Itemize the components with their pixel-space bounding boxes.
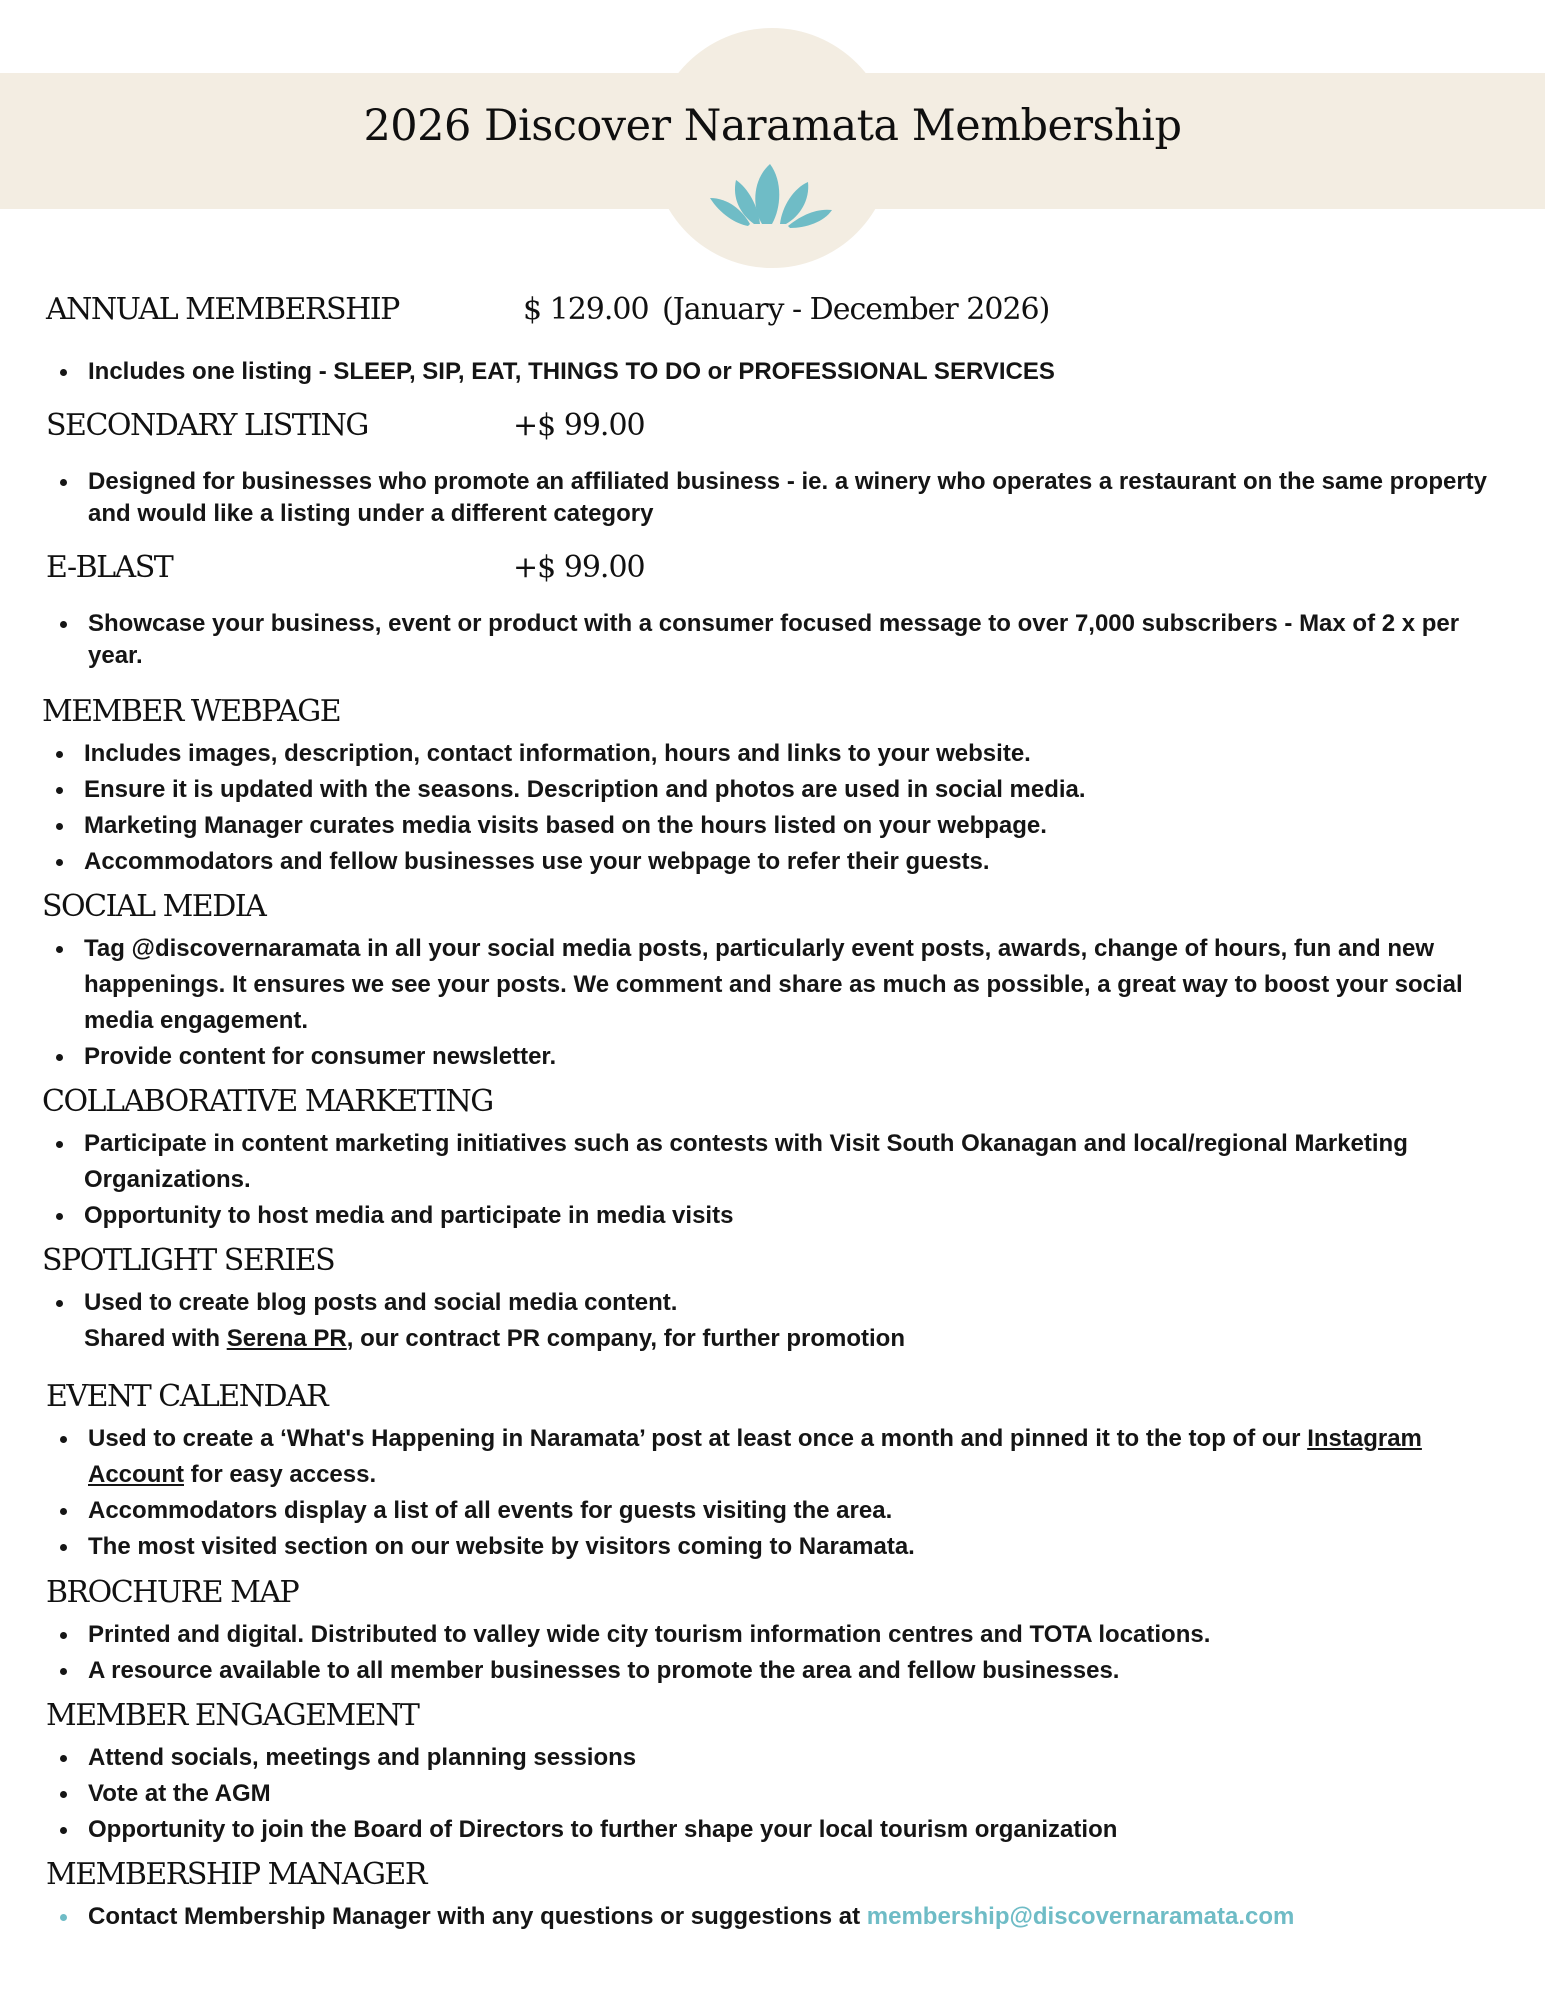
list-item: Ensure it is updated with the seasons. Description and photos are used in social media.: [42, 772, 1502, 808]
instagram-account-link[interactable]: Instagram Account: [88, 1425, 1422, 1488]
list-item: Includes images, description, contact information, hours and links to your website.: [42, 736, 1502, 772]
secondary-listing-list: [46, 466, 1506, 530]
naramata-leaf-logo-icon: [706, 158, 838, 238]
list-item: Opportunity to join the Board of Directors to further shape your local tourism organization: [46, 1812, 1506, 1848]
spotlight-series-list: [42, 1285, 1502, 1357]
annual-membership-heading: ANNUAL MEMBERSHIP: [46, 292, 399, 327]
list-item: Accommodators and fellow businesses use your webpage to refer their guests.: [42, 844, 1502, 880]
brochure-map-list: [46, 1617, 1516, 1689]
membership-manager-heading: MEMBERSHIP MANAGER: [46, 1857, 426, 1892]
brochure-map-heading: BROCHURE MAP: [46, 1575, 299, 1610]
spotlight-line-1: Used to create blog posts and social media content.: [84, 1289, 678, 1316]
eblast-heading: E-BLAST: [46, 550, 173, 585]
list-item: Showcase your business, event or product with a consumer focused message to over 7,000 subscribers - Max of 2 x per year.: [46, 608, 1486, 672]
list-item: Vote at the AGM: [46, 1776, 1506, 1812]
member-engagement-list: [46, 1740, 1506, 1848]
eblast-price: +$ 99.00: [513, 550, 645, 585]
serena-pr-link[interactable]: Serena PR: [226, 1325, 347, 1352]
membership-manager-list: [46, 1899, 1516, 1935]
list-item: Tag @discovernaramata in all your social media posts, particularly event posts, awards, change of hours, fun and new happenings. It ensures we see your posts. We comment and share as much as possible, a great way to boost your social media engagement.: [42, 931, 1502, 1039]
list-item: [46, 1899, 1516, 1935]
secondary-listing-heading: SECONDARY LISTING: [46, 408, 368, 443]
list-item: [42, 1285, 1502, 1357]
list-item: [46, 1421, 1466, 1493]
page-title: 2026 Discover Naramata Membership: [363, 101, 1182, 151]
eblast-list: [46, 608, 1486, 672]
event-calendar-item-1-text: Used to create a ‘What's Happening in Naramata’ post at least once a month and pinned it to the top of our: [88, 1425, 1308, 1452]
event-calendar-list: [46, 1421, 1466, 1565]
social-media-heading: SOCIAL MEDIA: [42, 889, 266, 924]
collaborative-marketing-list: [42, 1126, 1422, 1234]
list-item: Opportunity to host media and participate in media visits: [42, 1198, 1422, 1234]
member-webpage-list: [42, 736, 1502, 880]
member-webpage-heading: MEMBER WEBPAGE: [42, 694, 341, 729]
list-item: Accommodators display a list of all events for guests visiting the area.: [46, 1493, 1466, 1529]
list-item: Includes one listing - SLEEP, SIP, EAT, THINGS TO DO or PROFESSIONAL SERVICES: [46, 354, 1506, 390]
membership-email-link[interactable]: membership@discovernaramata.com: [866, 1903, 1295, 1930]
social-media-list: [42, 931, 1502, 1075]
annual-membership-period: (January - December 2026): [662, 292, 1050, 327]
member-engagement-heading: MEMBER ENGAGEMENT: [46, 1698, 419, 1733]
list-item: A resource available to all member businesses to promote the area and fellow businesses.: [46, 1653, 1516, 1689]
spotlight-series-heading: SPOTLIGHT SERIES: [42, 1243, 335, 1278]
event-calendar-heading: EVENT CALENDAR: [46, 1379, 328, 1414]
membership-manager-text: Contact Membership Manager with any questions or suggestions at: [88, 1903, 867, 1930]
list-item: Provide content for consumer newsletter.: [42, 1039, 1502, 1075]
secondary-listing-price: +$ 99.00: [513, 408, 645, 443]
list-item: Attend socials, meetings and planning sessions: [46, 1740, 1506, 1776]
list-item: Marketing Manager curates media visits based on the hours listed on your webpage.: [42, 808, 1502, 844]
list-item: Participate in content marketing initiatives such as contests with Visit South Okanagan and local/regional Marketing Organizations.: [42, 1126, 1422, 1198]
list-item: The most visited section on our website by visitors coming to Naramata.: [46, 1529, 1466, 1565]
list-item: Printed and digital. Distributed to valley wide city tourism information centres and TOTA locations.: [46, 1617, 1516, 1653]
spotlight-line-2-prefix: Shared with: [84, 1325, 227, 1352]
collaborative-marketing-heading: COLLABORATIVE MARKETING: [42, 1084, 493, 1119]
list-item: Designed for businesses who promote an affiliated business - ie. a winery who operates a restaurant on the same property and would like a listing under a different category: [46, 466, 1506, 530]
event-calendar-item-1-suffix: for easy access.: [184, 1461, 377, 1488]
annual-membership-price: $ 129.00: [523, 292, 649, 327]
annual-membership-list: [46, 354, 1506, 390]
spotlight-line-2-suffix: , our contract PR company, for further promotion: [346, 1325, 905, 1352]
